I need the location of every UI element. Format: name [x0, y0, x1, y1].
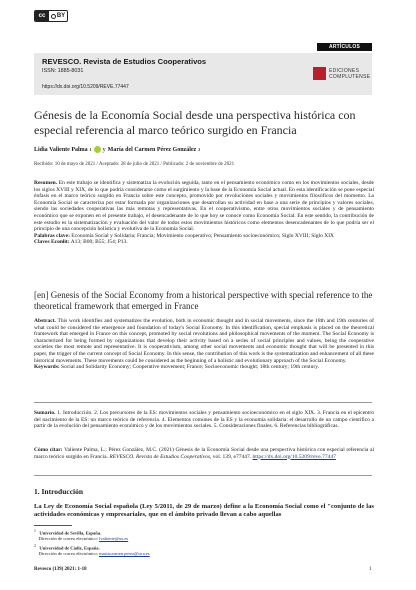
article-dates: Recibido: 10 de mayo de 2021 / Aceptado: 28 de julio de 2021 / Publicado: 2 de noviembre de 2021 — [34, 162, 235, 167]
section-badge: ARTÍCULOS — [317, 43, 372, 51]
journal-name: REVESCO. Revista de Estudios Cooperativos — [42, 57, 207, 66]
divider — [34, 402, 372, 403]
footnote-2: $^2$ Universidad de Cádiz, España. Dirección de correo electrónico: mariacarmen.perez@uca.es — [34, 544, 150, 556]
section-heading: 1. Introducción — [34, 487, 84, 496]
by-label: BY — [56, 13, 66, 19]
sumario-block: Sumario. 1. Introducción. 2. Los precursores de la ES: movimientos sociales y pensamiento socioeconómico en el siglo XIX. 3. Francia en el epicentro del nacimiento de la ES: un marco teórico de referencia. 4. Elementos comunes de la ES y la economía solidaria: el desarrollo de un campo científico a partir de la evolución del pensamiento económico y de los movimientos sociales. 5. Consideraciones finales. 6. Referencias bibliográficas. — [34, 410, 374, 430]
page-footer: Revesco (139) 2021: 1-18 — [34, 567, 87, 572]
cc-icon: cc — [35, 11, 49, 21]
journal-doi[interactable]: https://dx.doi.org/10.5209/REVE.77447 — [42, 84, 129, 90]
footnote-rule — [34, 525, 72, 526]
article-title-es: Génesis de la Economía Social desde una perspectiva histórica con especial referencia al marco teórico surgido en Francia — [34, 108, 356, 137]
publisher-logo: EDICIONES COMPLUTENSE — [313, 67, 370, 80]
abstract-block: Abstract. This work identifies and systematizes the evolution, both in economic thought and in social movements, since the 18th and 19th centuries of what could be considered the emergence and foundation of today's Social Economy. In this identification, special emphasis is placed on the theoretical framework that emerged in France on this concept, promoted by social revolutions and philosophical movements of the moment. The Social Economy is characterized for being formed by organizations that develop their activity based on a series of social principles and values, being the cooperative societies the most remote and representative. It is cooperativism, among other social movements and economic thought that will be presented in this paper, the trigger of the current concept of Social Economy. In this sense, the contribution of this work is the systematization and enhancement of all these historical movements. These movements could be considered as the beginning of a holistic and evolutionary approach of the Social Economy. Keywords: Social and Solidarity Economy; Cooperative movement; France; Socioeconomic thought; 18th century; 19th century. — [34, 318, 374, 371]
author-line: Lidia Valiente Palma 1 y María del Carmen Pérez González 2 — [34, 146, 201, 153]
citation-block: Cómo citar: Valiente Palma, L.; Pérez González, M.C. (2021) Génesis de la Economía Social desde una perspectiva histórica con especial referencia al marco teórico surgido en Francia. REVESCO. Revista de Estudios Cooperativos, vol. 139, e77447. https://dx.doi.org/10.5209/reve.77447 — [34, 447, 374, 460]
journal-issn: ISSN: 1885-8031 — [42, 68, 84, 74]
article-title-en: [en] Genesis of the Social Economy from a historical perspective with special reference to the theoretical framework that emerged in France — [34, 290, 373, 311]
by-person-icon — [51, 14, 56, 19]
intro-paragraph: La Ley de Economía Social española (Ley 5/2011, de 29 de marzo) define a la Economía Social como el "conjunto de las actividades económicas y empresariales, que en el ámbito privado llevan a cabo aquellas — [34, 503, 374, 518]
orcid-icon[interactable] — [94, 146, 101, 153]
divider — [34, 475, 372, 476]
page-number: 1 — [369, 567, 372, 572]
author-1: Lidia Valiente Palma — [34, 146, 88, 153]
citation-doi-link[interactable]: https://dx.doi.org/10.5209/reve.77447 — [252, 453, 336, 460]
email-link[interactable]: lvaliente@us.es — [99, 535, 129, 541]
footnote-1: $^1$ Universidad de Sevilla, España. Dirección de correo electrónico: lvaliente@us.es — [34, 529, 129, 541]
email-link[interactable]: mariacarmen.perez@uca.es — [99, 550, 150, 556]
cc-license-badge — [34, 10, 68, 22]
resumen-block: Resumen. En este trabajo se identifica y sistematiza la evolución seguida, tanto en el pensamiento económico como en los movimientos sociales, desde los siglos XVIII y XIX, de lo que podría considerarse como el surgimiento y la base de la Economía Social actual. En esta identificación se pone especial énfasis en el marco teórico surgido en Francia sobre este concepto, promovido por revoluciones sociales y movimientos filosóficos del momento. La Economía Social se caracteriza por estar formada por organizaciones que desarrollan su actividad en base a una serie de principios y valores sociales, siendo las sociedades cooperativas las más remotas y representativas. En el cooperativismo, entre otros movimientos sociales y de pensamiento económico que se exponen en el presente trabajo, el desencadenante de lo que hoy se conoce como Economía Social. En este sentido, la contribución de este estudio es la sistematización y evaluación del valor de todos estos movimientos históricos como elementos desencadenantes de lo que podría ser el principio de una concepción holística y evolutiva de la Economía Social. Palabras clave: Economía Social y Solidaria; Francia; Movimiento cooperativo; Pensamiento socioeconómico; Siglo XVIII; Siglo XIX Claves Econlit: A13; B00; B55; J54; P13. — [34, 180, 374, 246]
publisher-logo-icon — [313, 67, 326, 80]
author-2: María del Carmen Pérez González — [107, 146, 197, 153]
